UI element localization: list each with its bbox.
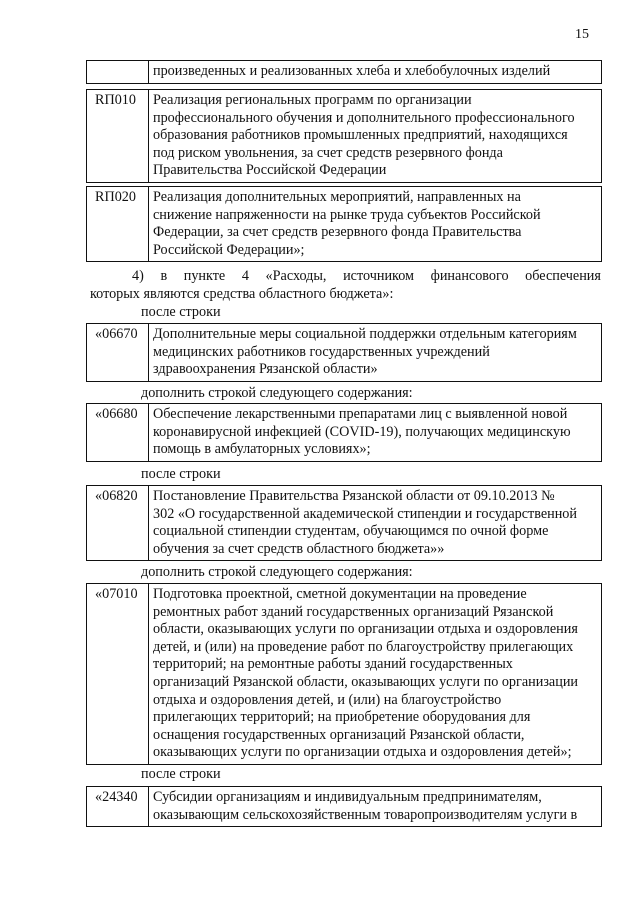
row-description <box>149 324 601 381</box>
table-row-top-continuation <box>86 60 602 84</box>
row-description-line: помощь в амбулаторных условиях»; <box>153 441 371 458</box>
row-code <box>87 61 149 83</box>
item-4-paragraph <box>90 268 601 303</box>
row-code: RП010 <box>87 90 149 182</box>
item-4-word: 4 <box>241 268 249 284</box>
row-code: «06680 <box>87 404 149 461</box>
row-description-line: произведенных и реализованных хлеба и хлебобулочных изделий <box>153 63 551 79</box>
item-4-line-1 <box>90 268 601 286</box>
after-row-label: после строки <box>141 766 221 782</box>
row-description-line: обучения за счет средств областного бюджета»» <box>153 540 445 557</box>
table-row-rp020 <box>86 186 602 262</box>
item-4-word: финансового <box>430 268 509 284</box>
row-description <box>149 787 601 826</box>
table-row-24340 <box>86 786 602 827</box>
row-description-line: социальной стипендии студентам, обучающимся по очной форме <box>153 523 549 540</box>
row-description-line: коронавирусной инфекцией (COVID-19), получающих медицинскую <box>153 423 571 440</box>
row-description <box>149 584 601 764</box>
row-code: «07010 <box>87 584 149 764</box>
row-description-line: Субсидии организациям и индивидуальным предпринимателям, <box>153 789 542 805</box>
item-4-word: 4) <box>132 268 144 284</box>
row-code: RП020 <box>87 187 149 261</box>
row-description-line: снижение напряженности на рынке труда субъектов Российской <box>153 206 541 223</box>
row-description-line: здравоохранения Рязанской области» <box>153 361 378 378</box>
table-row-06820 <box>86 485 602 561</box>
row-description-line: оказывающим сельскохозяйственным товаропроизводителям услуги в <box>153 806 578 823</box>
row-description-line: 302 «О государственной академической стипендии и государственной <box>153 505 577 522</box>
row-description-line: области, оказывающих услуги по организации отдыха и оздоровления <box>153 621 578 638</box>
row-description-line: ремонтных работ зданий государственных организаций Рязанской <box>153 603 554 620</box>
row-description-line: территорий; на ремонтные работы зданий государственных <box>153 656 513 673</box>
row-code: «24340 <box>87 787 149 826</box>
row-description-line: Российской Федерации»; <box>153 241 305 258</box>
row-code: «06670 <box>87 324 149 381</box>
row-description <box>149 187 601 261</box>
row-description <box>149 90 601 182</box>
item-4-word: обеспечения <box>525 268 601 284</box>
row-description-line: Постановление Правительства Рязанской области от 09.10.2013 № <box>153 488 555 504</box>
row-description <box>149 486 601 560</box>
row-description-line: Федерации, за счет средств резервного фонда Правительства <box>153 224 522 241</box>
row-description-line: Обеспечение лекарственными препаратами лиц с выявленной новой <box>153 406 568 422</box>
after-row-label: после строки <box>141 304 221 320</box>
row-description-line: прилегающих территорий; на приобретение оборудования для <box>153 709 531 726</box>
row-description-line: Дополнительные меры социальной поддержки отдельным категориям <box>153 326 577 342</box>
page-number: 15 <box>575 27 589 42</box>
row-description-line: оказывающих услуги по организации отдыха и оздоровления детей»; <box>153 744 572 761</box>
row-description-line: Реализация региональных программ по организации <box>153 92 472 108</box>
row-description-line: Реализация дополнительных мероприятий, направленных на <box>153 189 521 205</box>
item-4-line-2: которых являются средства областного бюджета»: <box>90 285 394 302</box>
row-description <box>149 404 601 461</box>
supplement-label: дополнить строкой следующего содержания: <box>141 385 413 401</box>
table-row-07010 <box>86 583 602 765</box>
table-row-rp010 <box>86 89 602 183</box>
item-4-word: источником <box>343 268 415 284</box>
row-description-line: профессионального обучения и дополнительного профессионального <box>153 109 575 126</box>
row-description-line: Правительства Российской Федерации <box>153 162 387 179</box>
row-description-line: образования работников промышленных предприятий, находящихся <box>153 127 568 144</box>
row-description-line: оснащения государственных организаций Рязанской области, <box>153 726 525 743</box>
item-4-word: «Расходы, <box>265 268 327 284</box>
row-description-line: медицинских работников государственных учреждений <box>153 343 490 360</box>
row-description-line: Подготовка проектной, сметной документации на проведение <box>153 586 527 602</box>
row-code: «06820 <box>87 486 149 560</box>
row-description-line: отдыха и оздоровления детей, и (или) на благоустройство <box>153 691 502 708</box>
row-description-line: под риском увольнения, за счет средств резервного фонда <box>153 144 503 161</box>
row-description-line: детей, и (или) на проведение работ по благоустройству прилегающих <box>153 638 574 655</box>
item-4-word: в <box>160 268 168 284</box>
item-4-word: пункте <box>183 268 226 284</box>
table-row-06670 <box>86 323 602 382</box>
row-description-line: организаций Рязанской области, оказывающих услуги по организации <box>153 673 578 690</box>
supplement-label: дополнить строкой следующего содержания: <box>141 564 413 580</box>
after-row-label: после строки <box>141 466 221 482</box>
row-description <box>149 61 601 83</box>
table-row-06680 <box>86 403 602 462</box>
